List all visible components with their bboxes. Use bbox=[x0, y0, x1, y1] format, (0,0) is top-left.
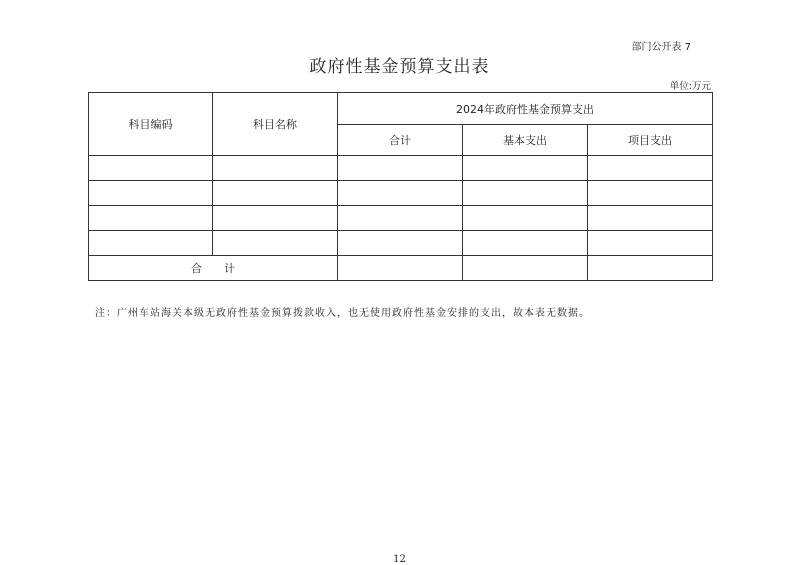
table-cell bbox=[588, 181, 713, 206]
table-row bbox=[89, 231, 713, 256]
table-cell bbox=[89, 231, 213, 256]
table-row bbox=[89, 206, 713, 231]
header-project-expenditure: 项目支出 bbox=[588, 125, 713, 156]
table-cell bbox=[338, 231, 463, 256]
total-cell bbox=[588, 256, 713, 281]
table-cell bbox=[588, 206, 713, 231]
header-subject-name: 科目名称 bbox=[213, 93, 338, 156]
header-basic-expenditure: 基本支出 bbox=[463, 125, 588, 156]
header-row bbox=[89, 93, 713, 125]
page-number: 12 bbox=[393, 554, 406, 565]
document-code: 部门公开表 7 bbox=[631, 42, 691, 53]
table-cell bbox=[213, 206, 338, 231]
table-cell bbox=[213, 181, 338, 206]
table-row bbox=[89, 156, 713, 181]
total-cell bbox=[338, 256, 463, 281]
page-title: 政府性基金预算支出表 bbox=[309, 57, 490, 77]
header-total: 合计 bbox=[338, 125, 463, 156]
table-cell bbox=[338, 156, 463, 181]
total-row bbox=[89, 256, 713, 281]
unit-label: 单位:万元 bbox=[669, 81, 711, 92]
table-cell bbox=[338, 206, 463, 231]
footnote: 注：广州车站海关本级无政府性基金预算拨款收入，也无使用政府性基金安排的支出，故本表无数据。 bbox=[95, 308, 590, 319]
table-cell bbox=[463, 181, 588, 206]
budget-table bbox=[88, 92, 713, 281]
table-cell bbox=[89, 181, 213, 206]
table-cell bbox=[338, 181, 463, 206]
header-subject-code: 科目编码 bbox=[89, 93, 213, 156]
table-cell bbox=[588, 156, 713, 181]
total-label bbox=[89, 256, 338, 281]
table-cell bbox=[89, 206, 213, 231]
table-cell bbox=[463, 231, 588, 256]
table-cell bbox=[89, 156, 213, 181]
header-group-expenditure: 2024年政府性基金预算支出 bbox=[338, 93, 713, 125]
table-cell bbox=[463, 206, 588, 231]
table-row bbox=[89, 181, 713, 206]
table-cell bbox=[588, 231, 713, 256]
table-cell bbox=[463, 156, 588, 181]
table-cell bbox=[213, 156, 338, 181]
table-cell bbox=[213, 231, 338, 256]
total-label-text: 合 计 bbox=[191, 262, 235, 275]
total-cell bbox=[463, 256, 588, 281]
